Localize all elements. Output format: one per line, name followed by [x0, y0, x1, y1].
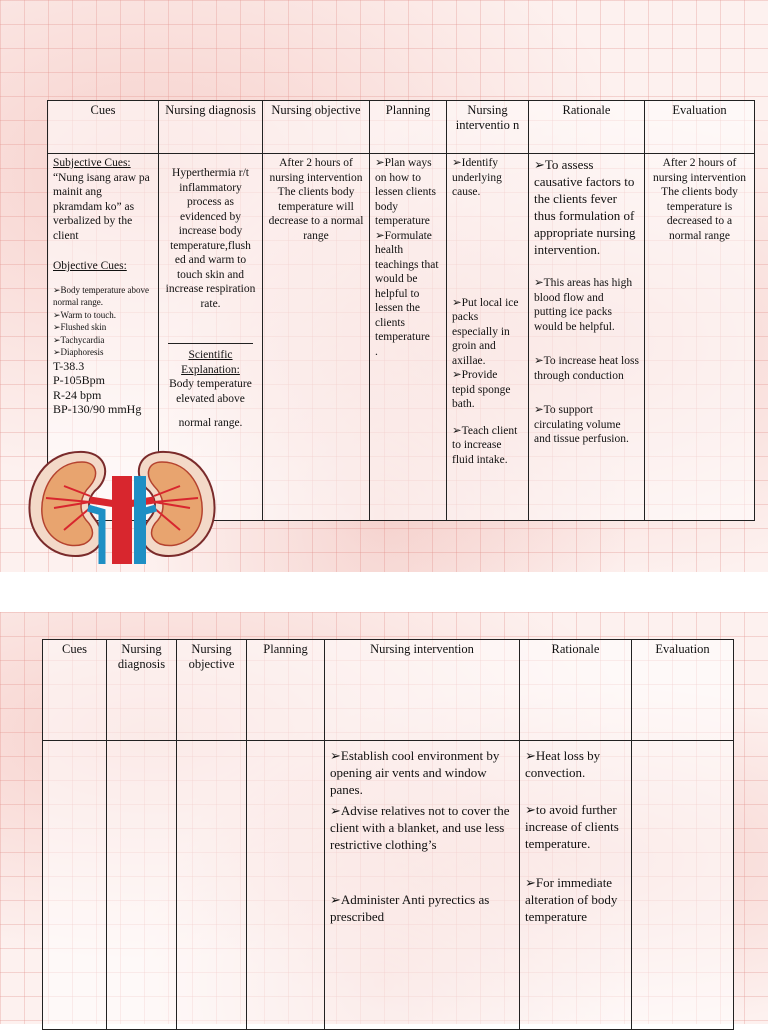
intervention-item: ➢Administer Anti pyrectics as prescribed: [330, 892, 490, 924]
header-objective: Nursing objective: [177, 640, 247, 741]
planning-cell: [370, 154, 447, 521]
objective-item: ➢Body temperature above normal range.: [53, 284, 150, 307]
rationale-item: ➢To increase heat loss through conduction: [534, 355, 639, 382]
kidney-illustration: [24, 446, 220, 564]
vital-sign: P-105Bpm: [53, 373, 106, 387]
objective-title: Objective Cues:: [53, 260, 127, 272]
rationale-cell: [520, 741, 632, 1030]
scientific-explanation-title: Scientific Explanation:: [181, 349, 240, 376]
planning-item: .: [375, 345, 378, 358]
diagnosis-text: Hyperthermia r/t inflammatory process as evidenced by increase body temperature,flush ed and warm to touch skin and increase respiration rate.: [165, 167, 256, 310]
content-row: [43, 741, 734, 1030]
vital-sign: BP-130/90 mmHg: [53, 402, 142, 416]
planning-cell: [247, 741, 325, 1030]
intervention-item: ➢Establish cool environment by opening air vents and window panes.: [330, 748, 500, 797]
vital-sign: T-38.3: [53, 358, 85, 373]
header-evaluation: Evaluation: [632, 640, 734, 741]
scientific-explanation-text-2: normal range.: [178, 417, 243, 429]
header-evaluation: Evaluation: [645, 101, 755, 154]
rationale-item: ➢For immediate alteration of body temperature: [525, 875, 618, 924]
rationale-item: ➢This areas has high blood flow and putting ice packs would be helpful.: [534, 277, 633, 333]
header-diagnosis: Nursing diagnosis: [107, 640, 177, 741]
header-diagnosis: Nursing diagnosis: [159, 101, 263, 154]
objective-item: ➢Flushed skin: [53, 322, 107, 332]
header-cues: Cues: [43, 640, 107, 741]
header-objective: Nursing objective: [263, 101, 370, 154]
vena-cava-icon: [134, 476, 146, 564]
header-row: [43, 640, 734, 741]
header-rationale: Rationale: [520, 640, 632, 741]
evaluation-cell: [632, 741, 734, 1030]
header-cues: Cues: [48, 101, 159, 154]
left-kidney-icon: [29, 452, 116, 564]
objective-item: ➢Diaphoresis: [53, 347, 104, 357]
rationale-cell: [529, 154, 645, 521]
intervention-cell: [447, 154, 529, 521]
planning-item: ➢Formulate health teachings that would be helpful to lessen the clients temperature: [375, 229, 439, 343]
header-planning: Planning: [247, 640, 325, 741]
header-rationale: Rationale: [529, 101, 645, 154]
subjective-text: “Nung isang araw pa mainit ang pkramdam ko” as verbalized by the client: [53, 171, 150, 242]
objective-cell: [263, 154, 370, 521]
header-row: [48, 101, 755, 154]
intervention-item: ➢Teach client to increase fluid intake.: [452, 424, 518, 466]
rationale-item: ➢to avoid further increase of clients temperature.: [525, 802, 619, 851]
cues-cell: [43, 741, 107, 1030]
planning-item: ➢Plan ways on how to lessen clients body temperature: [375, 157, 436, 227]
objective-item: ➢Tachycardia: [53, 334, 105, 345]
subjective-title: Subjective Cues:: [53, 157, 131, 169]
intervention-cell: [325, 741, 520, 1030]
evaluation-text: After 2 hours of nursing intervention The clients body temperature is decreased to a normal range: [653, 157, 746, 242]
objective-cell: [177, 741, 247, 1030]
vital-sign: R-24 bpm: [53, 387, 102, 402]
scientific-explanation-text: Body temperature elevated above: [169, 378, 252, 405]
diagnosis-cell: [107, 741, 177, 1030]
intervention-item: ➢Advise relatives not to cover the client with a blanket, and use less restrictive clothing’s: [330, 803, 510, 852]
header-intervention: Nursing intervention: [325, 640, 520, 741]
intervention-item: ➢Provide tepid sponge bath.: [452, 369, 511, 410]
objective-text: After 2 hours of nursing intervention The clients body temperature will decrease to a normal range: [268, 157, 364, 242]
intervention-item: ➢Identify underlying cause.: [452, 157, 502, 198]
objective-item: ➢Warm to touch.: [53, 309, 117, 320]
care-plan-table-2: [42, 639, 734, 1030]
header-planning: Planning: [370, 101, 447, 154]
evaluation-cell: [645, 154, 755, 521]
aorta-icon: [112, 476, 132, 564]
intervention-item: ➢Put local ice packs especially in groin and axillae.: [452, 296, 519, 367]
rationale-item: ➢To support circulating volume and tissue perfusion.: [534, 404, 629, 445]
rationale-item: ➢To assess causative factors to the clients fever thus formulation of appropriate nursing intervention.: [534, 157, 636, 257]
rationale-item: ➢Heat loss by convection.: [525, 748, 601, 780]
header-intervention: Nursing interventio n: [447, 101, 529, 154]
